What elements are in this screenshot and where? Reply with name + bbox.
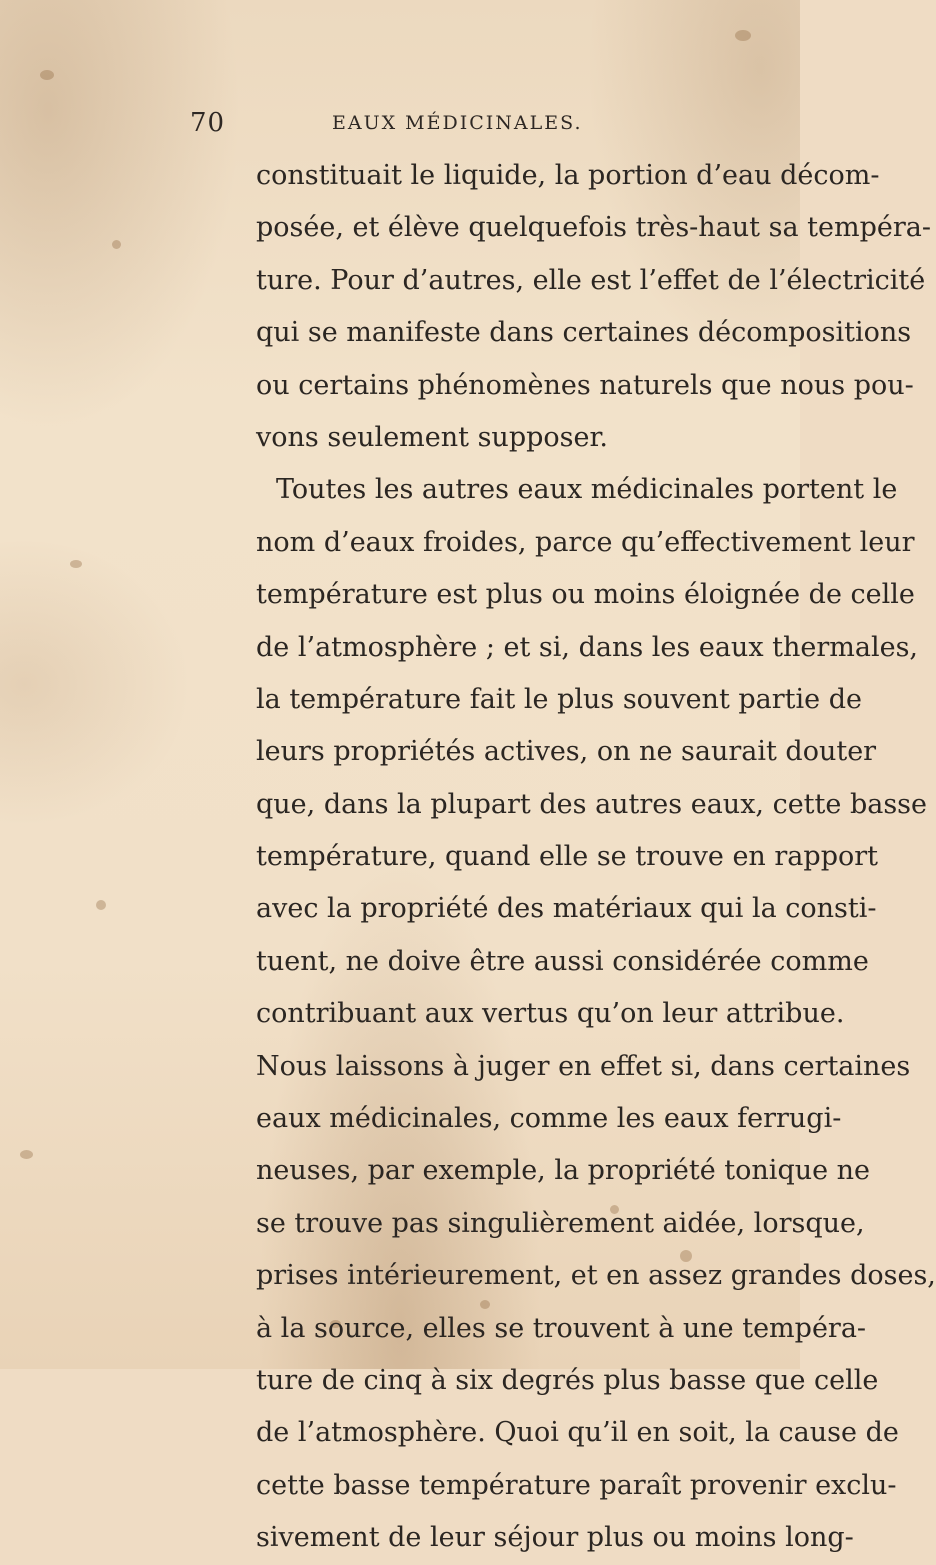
foxing-spot: [20, 1150, 33, 1159]
text-line: température, quand elle se trouve en rapport: [256, 841, 878, 873]
body-text: [256, 150, 936, 1565]
text-line: constituait le liquide, la portion d’eau décom-: [256, 160, 880, 191]
text-line: posée, et élève quelquefois très-haut sa tempéra-: [256, 212, 931, 244]
text-line: qui se manifeste dans certaines décompositions: [256, 317, 912, 349]
foxing-spot: [112, 240, 121, 249]
text-line: leurs propriétés actives, on ne saurait douter: [256, 736, 877, 768]
text-line: ture de cinq à six degrés plus basse que celle: [256, 1364, 879, 1396]
text-line: sivement de leur séjour plus ou moins long-: [256, 1522, 854, 1554]
running-title: EAUX MÉDICINALES.: [332, 112, 583, 134]
foxing-spot: [70, 560, 82, 568]
text-line: avec la propriété des matériaux qui la consti-: [256, 893, 877, 925]
text-line: eaux médicinales, comme les eaux ferrugi-: [256, 1103, 842, 1135]
text-line: vons seulement supposer.: [256, 421, 609, 453]
page-header: [190, 108, 610, 148]
text-line: contribuant aux vertus qu’on leur attribue.: [256, 998, 845, 1030]
text-line: à la source, elles se trouvent à une tempéra-: [256, 1312, 867, 1344]
page-number: 70: [190, 108, 226, 138]
text-line: tuent, ne doive être aussi considérée comme: [256, 945, 869, 977]
text-line: neuses, par exemple, la propriété tonique ne: [256, 1155, 871, 1187]
text-line: cette basse température paraît provenir exclu-: [256, 1469, 897, 1501]
text-line: nom d’eaux froides, parce qu’effectivement leur: [256, 526, 915, 558]
text-line: température est plus ou moins éloignée de celle: [256, 579, 915, 611]
paragraph-start-line: Toutes les autres eaux médicinales portent le: [276, 474, 898, 506]
text-line: de l’atmosphère. Quoi qu’il en soit, la cause de: [256, 1417, 899, 1449]
text-line: se trouve pas singulièrement aidée, lorsque,: [256, 1207, 865, 1239]
text-line: que, dans la plupart des autres eaux, cette basse: [256, 788, 928, 820]
text-line: ture. Pour d’autres, elle est l’effet de l’électricité: [256, 264, 926, 296]
text-line: la température fait le plus souvent partie de: [256, 683, 862, 715]
foxing-spot: [40, 70, 54, 80]
text-line: de l’atmosphère ; et si, dans les eaux thermales,: [256, 631, 919, 663]
text-line: Nous laissons à juger en effet si, dans certaines: [256, 1050, 911, 1082]
foxing-spot: [735, 30, 751, 41]
text-line: ou certains phénomènes naturels que nous pou-: [256, 369, 914, 401]
foxing-spot: [96, 900, 106, 910]
text-line: prises intérieurement, et en assez grandes doses,: [256, 1260, 936, 1292]
